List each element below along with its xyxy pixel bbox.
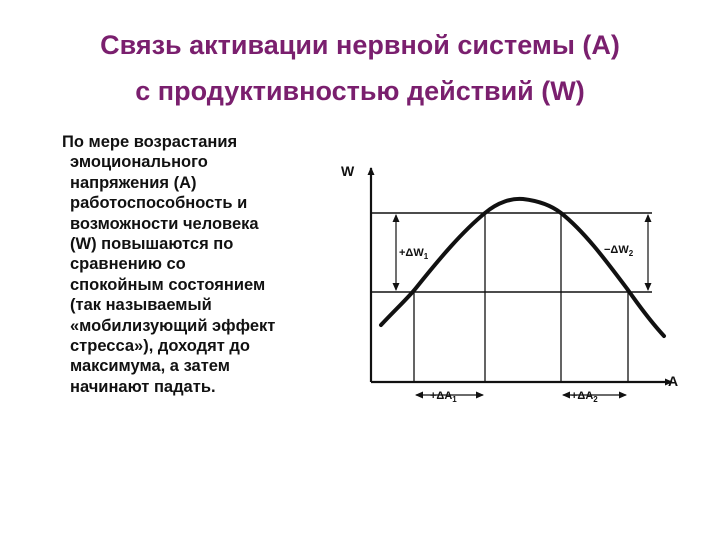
description-line: работоспособность и <box>70 194 248 213</box>
description-line: (W) повышаются по <box>70 235 234 254</box>
description-line: напряжения (А) <box>70 173 197 192</box>
description-line: (так называемый <box>70 296 212 315</box>
description-line: «мобилизующий эффект <box>70 316 276 335</box>
delta-w1-label: $+\Delta W_1$ <box>399 247 429 261</box>
description-line: возможности человека <box>70 214 259 233</box>
delta-a1-label: $+\Delta A_1$ <box>430 390 457 404</box>
delta-a2-label: $+\Delta A_2$ <box>571 390 598 404</box>
description-line: максимума, а затем <box>70 357 230 376</box>
performance-curve <box>381 199 664 336</box>
y-axis-label: W <box>341 163 355 179</box>
description-line: начинают падать. <box>70 377 216 396</box>
description-line: сравнению со <box>70 255 186 274</box>
description-line: По мере возрастания <box>62 133 238 151</box>
description-line: стресса»), доходят до <box>70 337 250 356</box>
delta-w2-label: $-\Delta W_2$ <box>604 244 634 258</box>
title-line-1: Связь активации нервной системы (А) <box>100 30 620 60</box>
title-line-2: с продуктивностью действий (W) <box>135 76 585 106</box>
x-axis-label: A <box>668 373 679 389</box>
description-line: спокойным состоянием <box>70 275 266 294</box>
description-line: эмоционального <box>70 153 208 172</box>
